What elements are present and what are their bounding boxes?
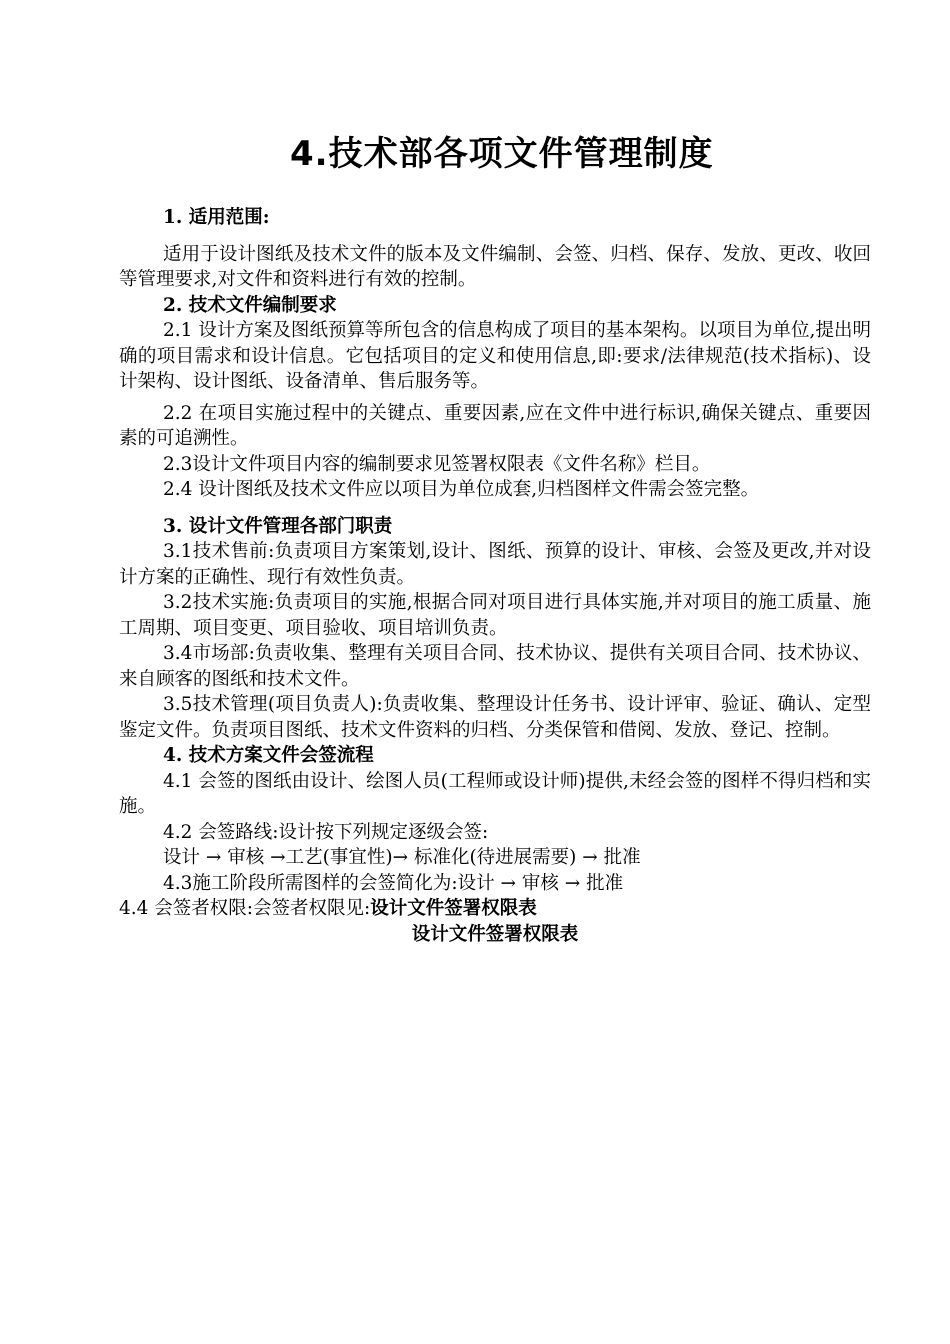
clause-2-2: 2.2 在项目实施过程中的关键点、重要因素,应在文件中进行标识,确保关键点、重要因素的可追溯性。 <box>119 402 871 449</box>
section-3-heading: 3. 设计文件管理各部门职责 <box>163 515 393 537</box>
clause-4-2: 4.2 会签路线:设计按下列规定逐级会签: <box>163 821 489 843</box>
document-title: 4.技术部各项文件管理制度 <box>290 134 714 174</box>
authority-table-reference: 设计文件签署权限表 <box>370 898 537 919</box>
section-1-paragraph: 适用于设计图纸及技术文件的版本及文件编制、会签、归档、保存、发放、更改、收回等管理要求,对文件和资料进行有效的控制。 <box>119 243 871 290</box>
section-1-heading: 1. 适用范围: <box>163 207 270 228</box>
clause-2-1: 2.1 设计方案及图纸预算等所包含的信息构成了项目的基本架构。以项目为单位,提出明确的项目需求和设计信息。它包括项目的定义和使用信息,即:要求/法律规范(技术指标)、设计架构、设计图纸、设备清单、售后服务等。 <box>119 320 871 392</box>
document-body <box>119 205 871 947</box>
table-caption: 设计文件签署权限表 <box>411 923 579 945</box>
section-4-heading: 4. 技术方案文件会签流程 <box>163 745 374 766</box>
clause-2-3: 2.3设计文件项目内容的编制要求见签署权限表《文件名称》栏目。 <box>163 453 711 475</box>
clause-4-4-text: 4.4 会签者权限:会签者权限见: <box>119 898 371 919</box>
clause-3-2: 3.2技术实施:负责项目的实施,根据合同对项目进行具体实施,并对项目的施工质量、施工周期、项目变更、项目验收、项目培训负责。 <box>119 592 871 639</box>
clause-3-4: 3.4市场部:负责收集、整理有关项目合同、技术协议、提供有关项目合同、技术协议、来自顾客的图纸和技术文件。 <box>119 643 871 690</box>
clause-3-5: 3.5技术管理(项目负责人):负责收集、整理设计任务书、设计评审、验证、确认、定型鉴定文件。负责项目图纸、技术文件资料的归档、分类保管和借阅、发放、登记、控制。 <box>119 694 871 741</box>
clause-4-3: 4.3施工阶段所需图样的会签简化为:设计 → 审核 → 批准 <box>163 872 624 894</box>
clause-2-4: 2.4 设计图纸及技术文件应以项目为单位成套,归档图样文件需会签完整。 <box>163 479 760 500</box>
clause-3-1: 3.1技术售前:负责项目方案策划,设计、图纸、预算的设计、审核、会签及更改,并对设计方案的正确性、现行有效性负责。 <box>119 541 871 588</box>
clause-4-1: 4.1 会签的图纸由设计、绘图人员(工程师或设计师)提供,未经会签的图样不得归档和实施。 <box>119 770 871 817</box>
signoff-route: 设计 → 审核 →工艺(事宜性)→ 标准化(待进展需要) → 批准 <box>163 847 641 868</box>
clause-4-4 <box>119 896 871 922</box>
section-2-heading: 2. 技术文件编制要求 <box>163 294 337 316</box>
